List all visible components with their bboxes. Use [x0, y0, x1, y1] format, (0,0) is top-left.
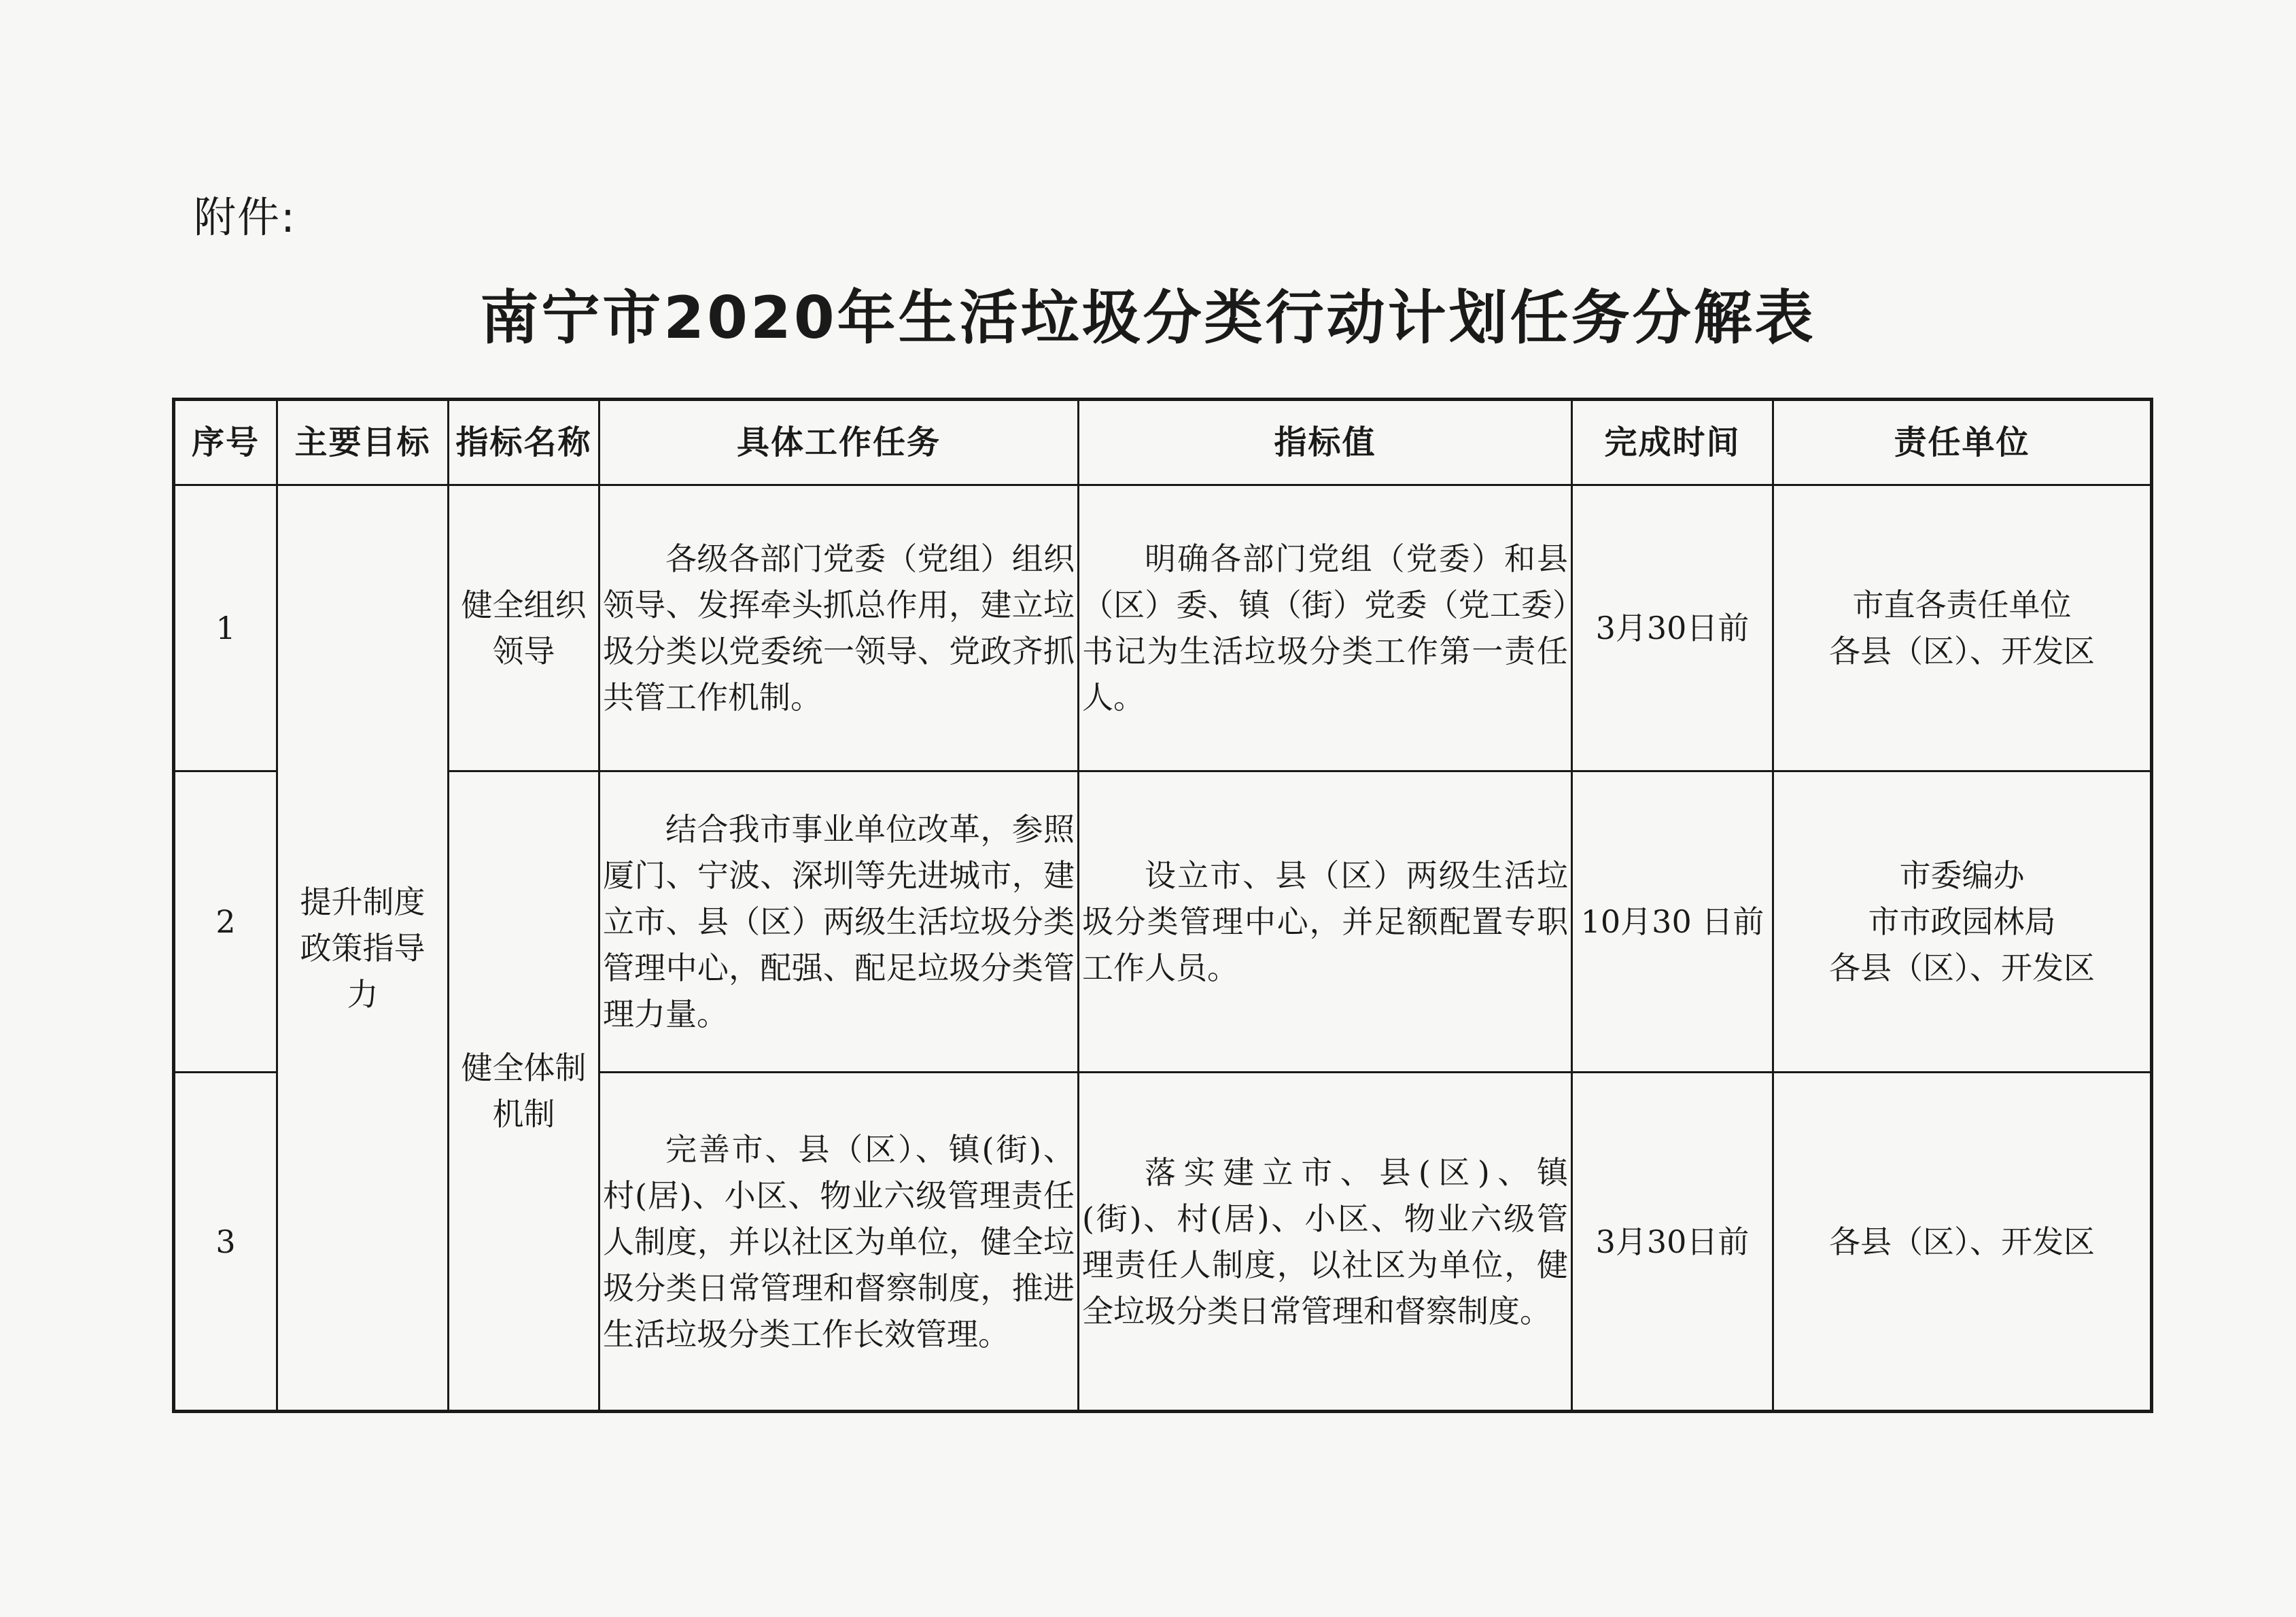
- responsible-unit: 市直各责任单位: [1852, 587, 2072, 623]
- responsible-unit: 市委编办: [1899, 857, 2025, 894]
- responsible-cell: [1773, 1073, 2152, 1412]
- deadline-cell: 3月30日前: [1572, 485, 1773, 771]
- header-deadline: 完成时间: [1572, 400, 1773, 485]
- indicator-cell: 健全组织领导: [449, 485, 599, 771]
- responsible-unit: 市市政园林局: [1868, 903, 2056, 940]
- task-cell: 各级各部门党委（党组）组织领导、发挥牵头抓总作用，建立垃圾分类以党委统一领导、党政齐抓共管工作机制。: [599, 485, 1079, 771]
- row-seq: 1: [174, 485, 277, 771]
- header-task: 具体工作任务: [599, 400, 1079, 485]
- attachment-label: 附件:: [194, 192, 296, 242]
- task-cell: 结合我市事业单位改革，参照厦门、宁波、深圳等先进城市，建立市、县（区）两级生活垃圾分类管理中心，配强、配足垃圾分类管理力量。: [599, 771, 1079, 1073]
- value-cell: 设立市、县（区）两级生活垃圾分类管理中心，并足额配置专职工作人员。: [1079, 771, 1572, 1073]
- task-cell: 完善市、县（区）、镇(街)、村(居)、小区、物业六级管理责任人制度，并以社区为单位，健全垃圾分类日常管理和督察制度，推进生活垃圾分类工作长效管理。: [599, 1073, 1079, 1412]
- task-table: [172, 398, 2153, 1413]
- header-seq: 序号: [174, 400, 277, 485]
- goal-cell: 提升制度政策指导力: [277, 485, 449, 1412]
- responsible-unit: 各县（区）、开发区: [1829, 950, 2095, 986]
- value-cell: 明确各部门党组（党委）和县（区）委、镇（街）党委（党工委）书记为生活垃圾分类工作第一责任人。: [1079, 485, 1572, 771]
- responsible-cell: [1773, 485, 2152, 771]
- responsible-unit: 各县（区）、开发区: [1829, 1223, 2095, 1260]
- value-cell: 落实建立市、县(区)、镇(街)、村(居)、小区、物业六级管理责任人制度，以社区为单位，健全垃圾分类日常管理和督察制度。: [1079, 1073, 1572, 1412]
- indicator-cell: 健全体制机制: [449, 771, 599, 1412]
- row-seq: 3: [174, 1073, 277, 1412]
- header-goal: 主要目标: [277, 400, 449, 485]
- responsible-cell: [1773, 771, 2152, 1073]
- header-responsible: 责任单位: [1773, 400, 2152, 485]
- table-row: [174, 771, 2152, 1073]
- header-value: 指标值: [1079, 400, 1572, 485]
- table-row: [174, 485, 2152, 771]
- page-title: 南宁市2020年生活垃圾分类行动计划任务分解表: [480, 284, 1816, 352]
- header-indicator: 指标名称: [449, 400, 599, 485]
- responsible-unit: 各县（区）、开发区: [1829, 633, 2095, 670]
- deadline-cell: 3月30日前: [1572, 1073, 1773, 1412]
- row-seq: 2: [174, 771, 277, 1073]
- table-header-row: [174, 400, 2152, 485]
- deadline-cell: 10月30 日前: [1572, 771, 1773, 1073]
